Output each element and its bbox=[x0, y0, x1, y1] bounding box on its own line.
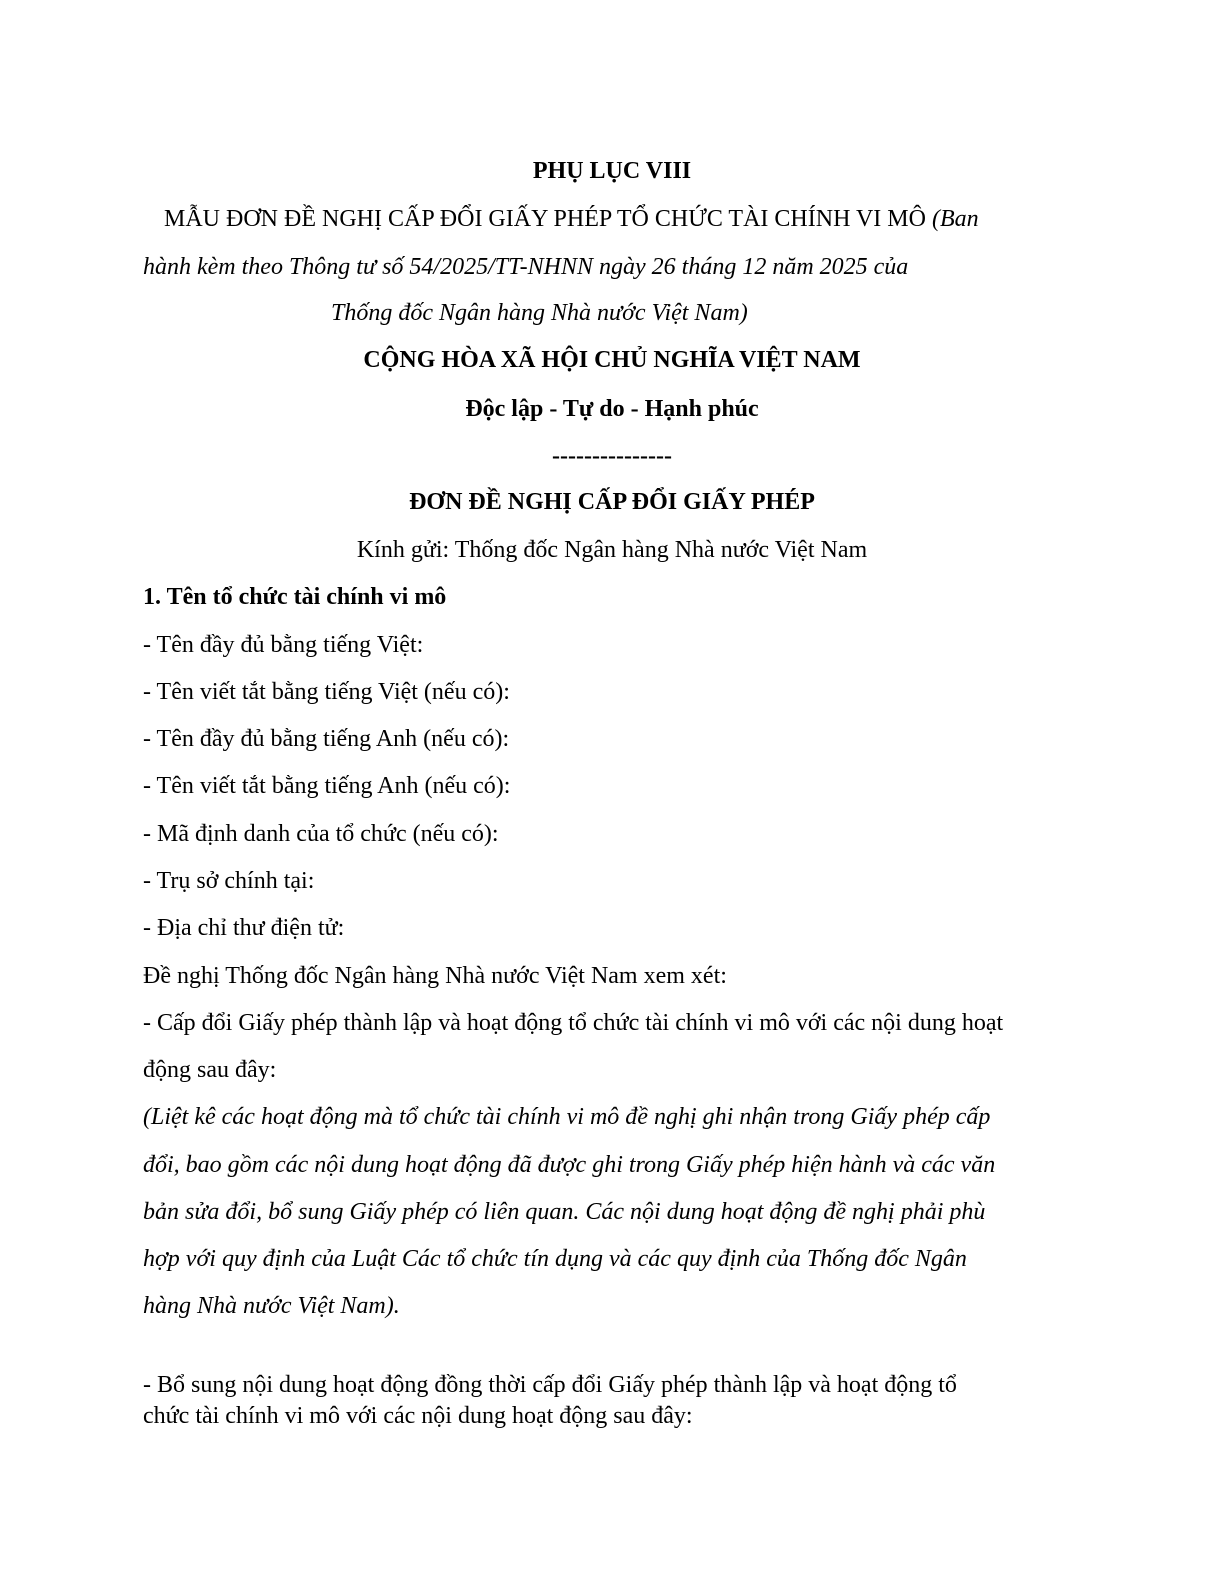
request-intro: Đề nghị Thống đốc Ngân hàng Nhà nước Việt Nam xem xét: bbox=[143, 963, 727, 989]
instruction-note-line: hợp với quy định của Luật Các tổ chức tín dụng và các quy định của Thống đốc Ngân bbox=[143, 1246, 967, 1272]
form-recipient: Kính gửi: Thống đốc Ngân hàng Nhà nước Việt Nam bbox=[356, 537, 868, 563]
field-short-name-vi: - Tên viết tắt bằng tiếng Việt (nếu có): bbox=[143, 679, 510, 705]
instruction-note-line: bản sửa đổi, bổ sung Giấy phép có liên quan. Các nội dung hoạt động đề nghị phải phù bbox=[143, 1199, 986, 1225]
instruction-note-line: (Liệt kê các hoạt động mà tổ chức tài chính vi mô đề nghị ghi nhận trong Giấy phép cấp bbox=[143, 1104, 991, 1130]
section-1-heading: 1. Tên tổ chức tài chính vi mô bbox=[143, 584, 447, 610]
instruction-note-line: hàng Nhà nước Việt Nam). bbox=[143, 1293, 400, 1319]
appendix-subtitle-note-start: (Ban bbox=[931, 206, 979, 232]
nation-heading: CỘNG HÒA XÃ HỘI CHỦ NGHĨA VIỆT NAM bbox=[363, 347, 861, 373]
field-email: - Địa chỉ thư điện tử: bbox=[143, 915, 345, 941]
heading-divider: --------------- bbox=[552, 443, 672, 469]
request-item-2-line-2: chức tài chính vi mô với các nội dung hoạt động sau đây: bbox=[143, 1403, 693, 1429]
form-title: ĐƠN ĐỀ NGHỊ CẤP ĐỔI GIẤY PHÉP bbox=[409, 489, 815, 515]
field-full-name-vi: - Tên đầy đủ bằng tiếng Việt: bbox=[143, 632, 424, 658]
request-item-1-line-1: - Cấp đổi Giấy phép thành lập và hoạt động tổ chức tài chính vi mô với các nội dung hoạt bbox=[143, 1010, 1004, 1036]
appendix-subtitle-line-1 bbox=[164, 204, 979, 234]
national-motto: Độc lập - Tự do - Hạnh phúc bbox=[465, 396, 759, 422]
request-item-2-line-1: - Bổ sung nội dung hoạt động đồng thời cấp đổi Giấy phép thành lập và hoạt động tổ bbox=[143, 1372, 957, 1398]
appendix-subtitle-main: MẪU ĐƠN ĐỀ NGHỊ CẤP ĐỔI GIẤY PHÉP TỔ CHỨC TÀI CHÍNH VI MÔ bbox=[164, 206, 926, 232]
instruction-note-line: đổi, bao gồm các nội dung hoạt động đã được ghi trong Giấy phép hiện hành và các văn bbox=[143, 1152, 996, 1178]
request-item-1-line-2: động sau đây: bbox=[143, 1057, 277, 1083]
field-full-name-en: - Tên đầy đủ bằng tiếng Anh (nếu có): bbox=[143, 726, 510, 752]
appendix-subtitle-line-3: Thống đốc Ngân hàng Nhà nước Việt Nam) bbox=[331, 300, 748, 326]
field-short-name-en: - Tên viết tắt bằng tiếng Anh (nếu có): bbox=[143, 773, 511, 799]
appendix-title: PHỤ LỤC VIII bbox=[532, 158, 692, 184]
field-head-office: - Trụ sở chính tại: bbox=[143, 868, 315, 894]
appendix-subtitle-line-2: hành kèm theo Thông tư số 54/2025/TT-NHNN ngày 26 tháng 12 năm 2025 của bbox=[143, 254, 909, 280]
field-org-id: - Mã định danh của tổ chức (nếu có): bbox=[143, 821, 499, 847]
